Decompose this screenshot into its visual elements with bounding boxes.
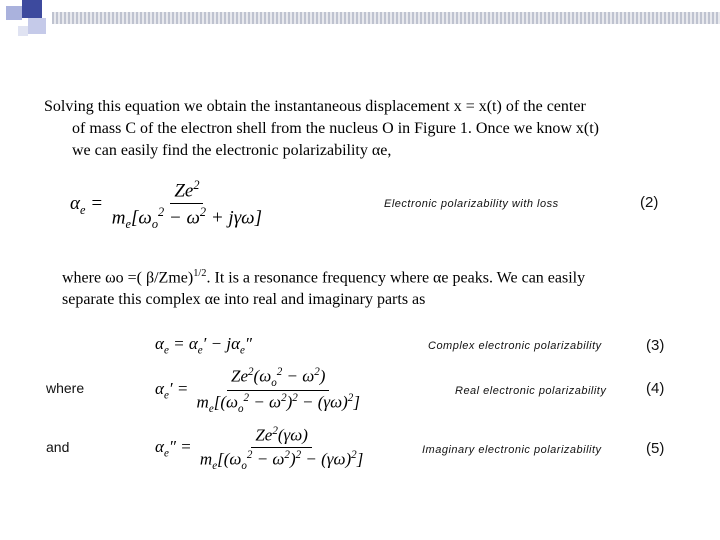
decorative-squares <box>0 0 60 50</box>
paragraph-1-line-2: of mass C of the electron shell from the nucleus O in Figure 1. Once we know x(t) <box>72 120 599 137</box>
equation-5-side-text: and <box>46 439 70 455</box>
paragraph-2-superscript: 1/2 <box>193 268 207 279</box>
paragraph-1 <box>44 96 684 162</box>
equation-5: $\alpha_e''$ = $\frac{Ze^2(\gamma\omega)}{m_e[(\omega_o^2 - \omega^2)^2 - (\gamma\omega)^2]}$ <box>155 425 364 472</box>
square-mid <box>6 6 22 20</box>
header-bar <box>52 12 720 24</box>
paragraph-1-line-1: Solving this equation we obtain the instantaneous displacement x = x(t) of the center <box>44 98 586 115</box>
equation-4: $\alpha_e'$ = $\frac{Ze^2(\omega_o^2 - \omega^2)}{m_e[(\omega_o^2 - \omega^2)^2 - (\gamma\omega)^2]}$ <box>155 366 360 416</box>
equation-2-number: (2) <box>640 194 659 211</box>
equation-5-number: (5) <box>646 440 665 457</box>
paragraph-2 <box>62 263 702 311</box>
equation-4-label: Real electronic polarizability <box>455 385 607 397</box>
square-small <box>18 26 28 36</box>
paragraph-2-line-1a: where ωo =( β/Zme) <box>62 269 194 287</box>
equation-5-label: Imaginary electronic polarizability <box>422 444 602 456</box>
equation-4-side-text: where <box>46 380 85 396</box>
paragraph-2-line-1b: . It is a resonance frequency where αe peaks. We can easily <box>206 269 586 287</box>
square-dark <box>22 0 42 18</box>
paragraph-2-line-2: separate this complex αe into real and imaginary parts as <box>62 291 426 309</box>
equation-4-number: (4) <box>646 380 665 397</box>
equation-2: $\alpha_e$ = $\frac{Ze^2}{m_e[\omega_o^2 - \omega^2 + j\gamma\omega]}$ <box>70 178 262 232</box>
paragraph-1-line-3: we can easily find the electronic polarizability αe, <box>72 142 392 159</box>
equation-3-label: Complex electronic polarizability <box>428 340 602 352</box>
square-light <box>28 18 46 34</box>
equation-3-number: (3) <box>646 337 665 354</box>
equation-3: $\alpha_e = \alpha_e' - j\alpha_e''$ <box>155 334 252 357</box>
equation-2-label: Electronic polarizability with loss <box>384 198 559 210</box>
